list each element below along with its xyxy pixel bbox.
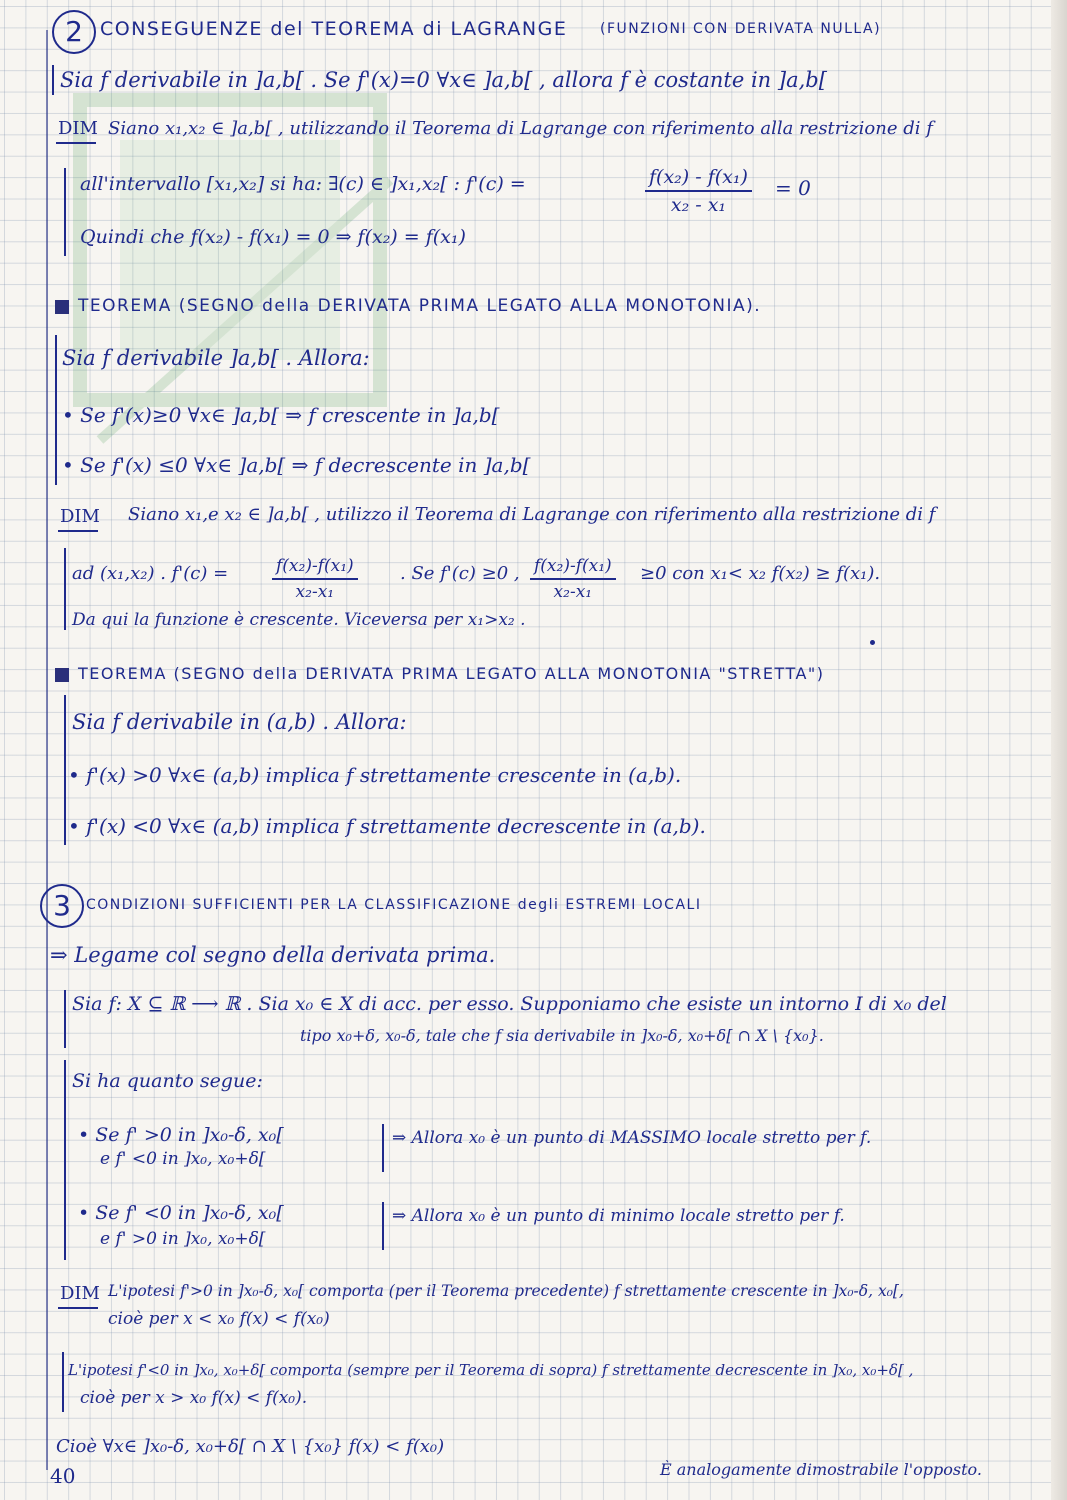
fraction-lagrange: [645, 166, 752, 216]
theorem-1-dim-line-2a: ad (x₁,x₂) . f'(c) =: [72, 563, 229, 584]
theorem-1-dim-line-2b: . Se f'(c) ≥0 ,: [400, 563, 520, 584]
section-3-statement-2: tipo x₀+δ, x₀-δ, tale che f sia derivabile in ]x₀-δ, x₀+δ[ ∩ X \ {x₀}.: [300, 1026, 824, 1045]
section-2-heading: CONSEGUENZE del TEOREMA di LAGRANGE: [100, 18, 568, 40]
fraction-numerator: f(x₂)-f(x₁): [530, 556, 616, 580]
section-3-dim-line-3: L'ipotesi f'<0 in ]x₀, x₀+δ[ comporta (sempre per il Teorema di sopra) f strettamente decrescente in ]x₀, x₀+δ[ ,: [68, 1361, 914, 1379]
dim-underline: [58, 530, 98, 532]
fraction-denominator: x₂ - x₁: [670, 194, 727, 216]
section-3-dim-line-2: cioè per x < x₀ f(x) < f(x₀): [108, 1309, 330, 1329]
section-3-footer: È analogamente dimostrabile l'opposto.: [660, 1460, 982, 1479]
section-number-3: 3: [40, 884, 84, 928]
dim-label: DIM: [58, 118, 98, 139]
case-1-line-b: e f' <0 in ]x₀, x₀+δ[: [100, 1149, 266, 1169]
ink-dot: [870, 640, 875, 645]
theorem-2-bracket: [64, 695, 66, 845]
theorem-2-bullet-2: • f'(x) <0 ∀x∈ (a,b) implica f strettamente decrescente in (a,b).: [68, 814, 706, 838]
theorem-1-dim-line-2c: ≥0 con x₁< x₂ f(x₂) ≥ f(x₁).: [640, 563, 881, 584]
case-2-line-a: • Se f' <0 in ]x₀-δ, x₀[: [78, 1202, 284, 1224]
dim-bracket: [64, 548, 66, 630]
margin-line: [46, 30, 48, 1470]
fraction-tail: = 0: [775, 176, 811, 200]
section-3-dim-line-4: cioè per x > x₀ f(x) < f(x₀).: [80, 1388, 308, 1408]
statement-bracket: [64, 990, 66, 1048]
fraction-numerator: f(x₂) - f(x₁): [645, 166, 752, 192]
theorem-1-bullet-2: • Se f'(x) ≤0 ∀x∈ ]a,b[ ⇒ f decrescente in ]a,b[: [62, 453, 531, 477]
case-2-divider: [382, 1202, 384, 1250]
case-2-result: ⇒ Allora x₀ è un punto di minimo locale stretto per f.: [392, 1206, 845, 1226]
fraction-denominator: x₂-x₁: [553, 582, 593, 602]
section-3-heading: CONDIZIONI SUFFICIENTI PER LA CLASSIFICAZIONE degli ESTREMI LOCALI: [86, 897, 702, 913]
dim-bracket: [62, 1352, 64, 1412]
theorem-marker: [55, 300, 69, 314]
theorem-1-dim-line-1: Siano x₁,e x₂ ∈ ]a,b[ , utilizzo il Teorema di Lagrange con riferimento alla restrizione di f: [128, 504, 936, 525]
theorem-1-bullet-1: • Se f'(x)≥0 ∀x∈ ]a,b[ ⇒ f crescente in ]a,b[: [62, 403, 500, 427]
case-1-line-a: • Se f' >0 in ]x₀-δ, x₀[: [78, 1124, 284, 1146]
fraction-increment: [272, 556, 358, 602]
dim-bracket: [64, 168, 66, 256]
section-3-statement-3: Si ha quanto segue:: [72, 1070, 263, 1092]
theorem-2-statement: Sia f derivabile in (a,b) . Allora:: [72, 710, 407, 734]
case-2-line-b: e f' >0 in ]x₀, x₀+δ[: [100, 1229, 266, 1249]
section-3-arrow-line: ⇒ Legame col segno della derivata prima.: [50, 943, 496, 967]
section-3-statement-1: Sia f: X ⊆ ℝ ⟶ ℝ . Sia x₀ ∈ X di acc. per esso. Supponiamo che esiste un intorno I di x₀ del: [72, 993, 947, 1015]
fraction-denominator: x₂-x₁: [295, 582, 335, 602]
section-2-heading-paren: (FUNZIONI CON DERIVATA NULLA): [600, 21, 882, 37]
dim-underline: [58, 1307, 98, 1309]
section-number-2: 2: [52, 10, 96, 54]
page-number: 40: [50, 1464, 76, 1488]
theorem-1-title: TEOREMA (SEGNO della DERIVATA PRIMA LEGATO ALLA MONOTONIA).: [78, 296, 762, 316]
dim-underline: [56, 142, 96, 144]
section-2-dim-line-3: Quindi che f(x₂) - f(x₁) = 0 ⇒ f(x₂) = f(x₁): [80, 226, 466, 248]
fraction-numerator: f(x₂)-f(x₁): [272, 556, 358, 580]
theorem-2-title: TEOREMA (SEGNO della DERIVATA PRIMA LEGATO ALLA MONOTONIA "STRETTA"): [78, 664, 825, 683]
section-2-statement: Sia f derivabile in ]a,b[ . Se f'(x)=0 ∀x∈ ]a,b[ , allora f è costante in ]a,b[: [60, 68, 827, 92]
theorem-1-dim-line-3: Da qui la funzione è crescente. Viceversa per x₁>x₂ .: [72, 610, 526, 630]
theorem-marker: [55, 668, 69, 682]
dim-label: DIM: [60, 1283, 100, 1304]
theorem-1-bracket: [55, 335, 57, 485]
case-1-divider: [382, 1124, 384, 1172]
section-2-dim-line-1: Siano x₁,x₂ ∈ ]a,b[ , utilizzando il Teorema di Lagrange con riferimento alla restrizione di f: [108, 118, 933, 139]
section-3-dim-line-5: Cioè ∀x∈ ]x₀-δ, x₀+δ[ ∩ X \ {x₀} f(x) < f(x₀): [56, 1436, 445, 1457]
theorem-1-statement: Sia f derivabile ]a,b[ . Allora:: [62, 346, 370, 370]
dim-label: DIM: [60, 506, 100, 527]
section-3-dim-line-1: L'ipotesi f'>0 in ]x₀-δ, x₀[ comporta (per il Teorema precedente) f strettamente crescente in ]x₀-δ, x₀[,: [108, 1282, 904, 1300]
case-1-result: ⇒ Allora x₀ è un punto di MASSIMO locale stretto per f.: [392, 1128, 872, 1148]
statement-bracket: [52, 65, 54, 95]
fraction-increment-2: [530, 556, 616, 602]
theorem-2-bullet-1: • f'(x) >0 ∀x∈ (a,b) implica f strettamente crescente in (a,b).: [68, 763, 682, 787]
section-2-dim-line-2: all'intervallo [x₁,x₂] si ha: ∃(c) ∈ ]x₁,x₂[ : f'(c) =: [80, 173, 526, 195]
statement-bracket: [64, 1060, 66, 1260]
paper-edge: [1051, 0, 1067, 1500]
